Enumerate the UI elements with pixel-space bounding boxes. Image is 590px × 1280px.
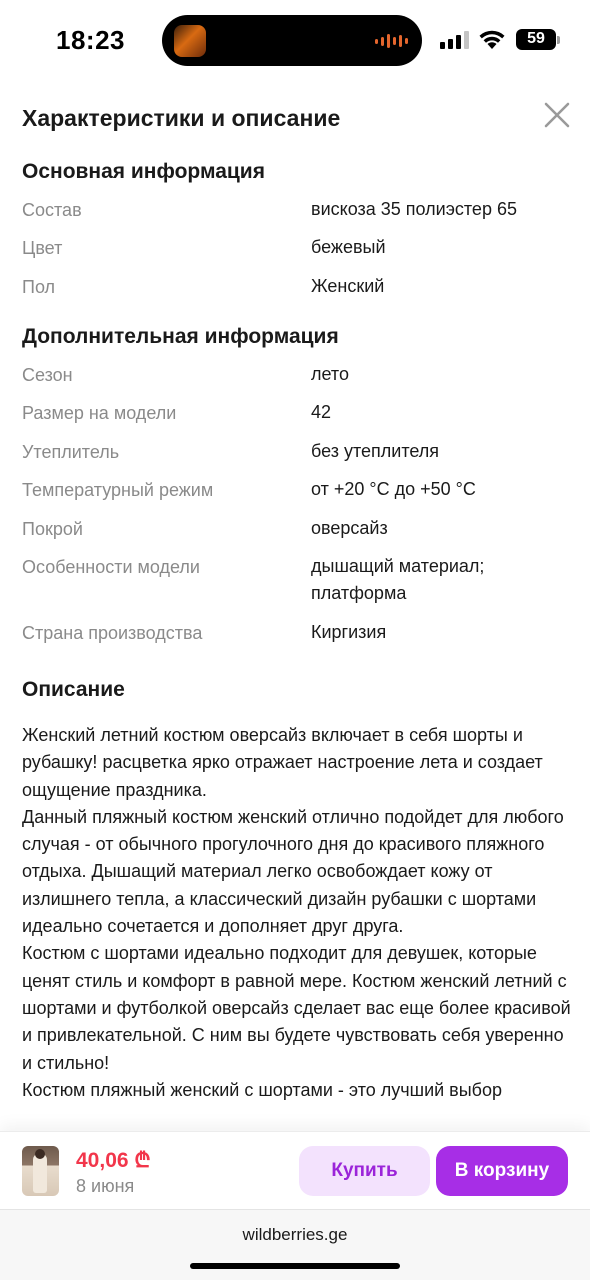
dynamic-island xyxy=(162,15,422,66)
spec-value: Киргизия xyxy=(311,622,387,642)
battery-level: 59 xyxy=(527,30,545,47)
spec-label: Покрой xyxy=(22,519,83,539)
thumbnail-head xyxy=(35,1149,45,1159)
home-indicator[interactable] xyxy=(190,1263,400,1269)
spec-value: от +20 °С до +50 °С xyxy=(311,479,476,499)
spec-label: Особенности модели xyxy=(22,557,200,577)
section-title-extra-info: Дополнительная информация xyxy=(22,325,339,348)
spec-label: Сезон xyxy=(22,365,73,385)
now-playing-artwork xyxy=(174,25,206,57)
spec-value: вискоза 35 полиэстер 65 xyxy=(311,199,517,219)
spec-value: лето xyxy=(311,364,349,384)
sheet-title: Характеристики и описание xyxy=(22,105,341,131)
spec-label: Состав xyxy=(22,200,82,220)
spec-label: Температурный режим xyxy=(22,480,214,500)
product-thumbnail[interactable] xyxy=(22,1146,59,1196)
thumbnail-figure xyxy=(33,1153,47,1193)
spec-value: 42 xyxy=(311,402,332,422)
buy-button[interactable]: Купить xyxy=(299,1146,430,1196)
add-to-cart-button[interactable]: В корзину xyxy=(436,1146,568,1196)
spec-label: Размер на модели xyxy=(22,403,177,423)
purchase-bar xyxy=(0,1131,590,1209)
section-title-description: Описание xyxy=(22,678,125,701)
battery-tip xyxy=(557,36,560,44)
spec-value: бежевый xyxy=(311,237,386,257)
spec-label: Утеплитель xyxy=(22,442,120,462)
spec-label: Страна производства xyxy=(22,623,203,643)
battery-icon xyxy=(516,29,556,50)
signal-icon xyxy=(440,31,469,49)
description-text: Женский летний костюм оверсайз включает в себя шорты и рубашку! расцветка ярко отражает настроение лета и создает ощущение праздника. Данный пляжный костюм женский отлично подойдет для любого случая - от обычного прогулочного дня до красивого пляжного отдыха. Дышащий материал легко освобождает кожу от излишнего тепла, а классический дизайн рубашки с шортами идеально сочетается и дополняет друг друга. Костюм с шортами идеально подходит для девушек, которые ценят стиль и комфорт в равной мере. Костюм женский летний с шортами и футболкой оверсайз сделает вас еще более красивой и привлекательной. С ним вы будете чувствовать себя уверенно и стильно! Костюм пляжный женский с шортами - это лучший выбор xyxy=(22,725,571,1100)
status-bar xyxy=(0,0,590,80)
status-time: 18:23 xyxy=(56,25,125,55)
wifi-icon xyxy=(478,28,506,50)
delivery-date: 8 июня xyxy=(76,1176,135,1196)
audio-wave-icon xyxy=(375,33,408,49)
browser-address-bar[interactable] xyxy=(0,1209,590,1280)
spec-value: дышащий материал; платформа xyxy=(311,556,485,603)
spec-value: оверсайз xyxy=(311,518,388,538)
close-icon[interactable] xyxy=(541,99,573,131)
spec-label: Цвет xyxy=(22,238,63,258)
url-text[interactable]: wildberries.ge xyxy=(242,1225,348,1244)
section-title-main-info: Основная информация xyxy=(22,160,265,183)
spec-label: Пол xyxy=(22,277,56,297)
product-price: 40,06 ₾ xyxy=(76,1149,151,1172)
spec-value: без утеплителя xyxy=(311,441,440,461)
spec-value: Женский xyxy=(311,276,385,296)
